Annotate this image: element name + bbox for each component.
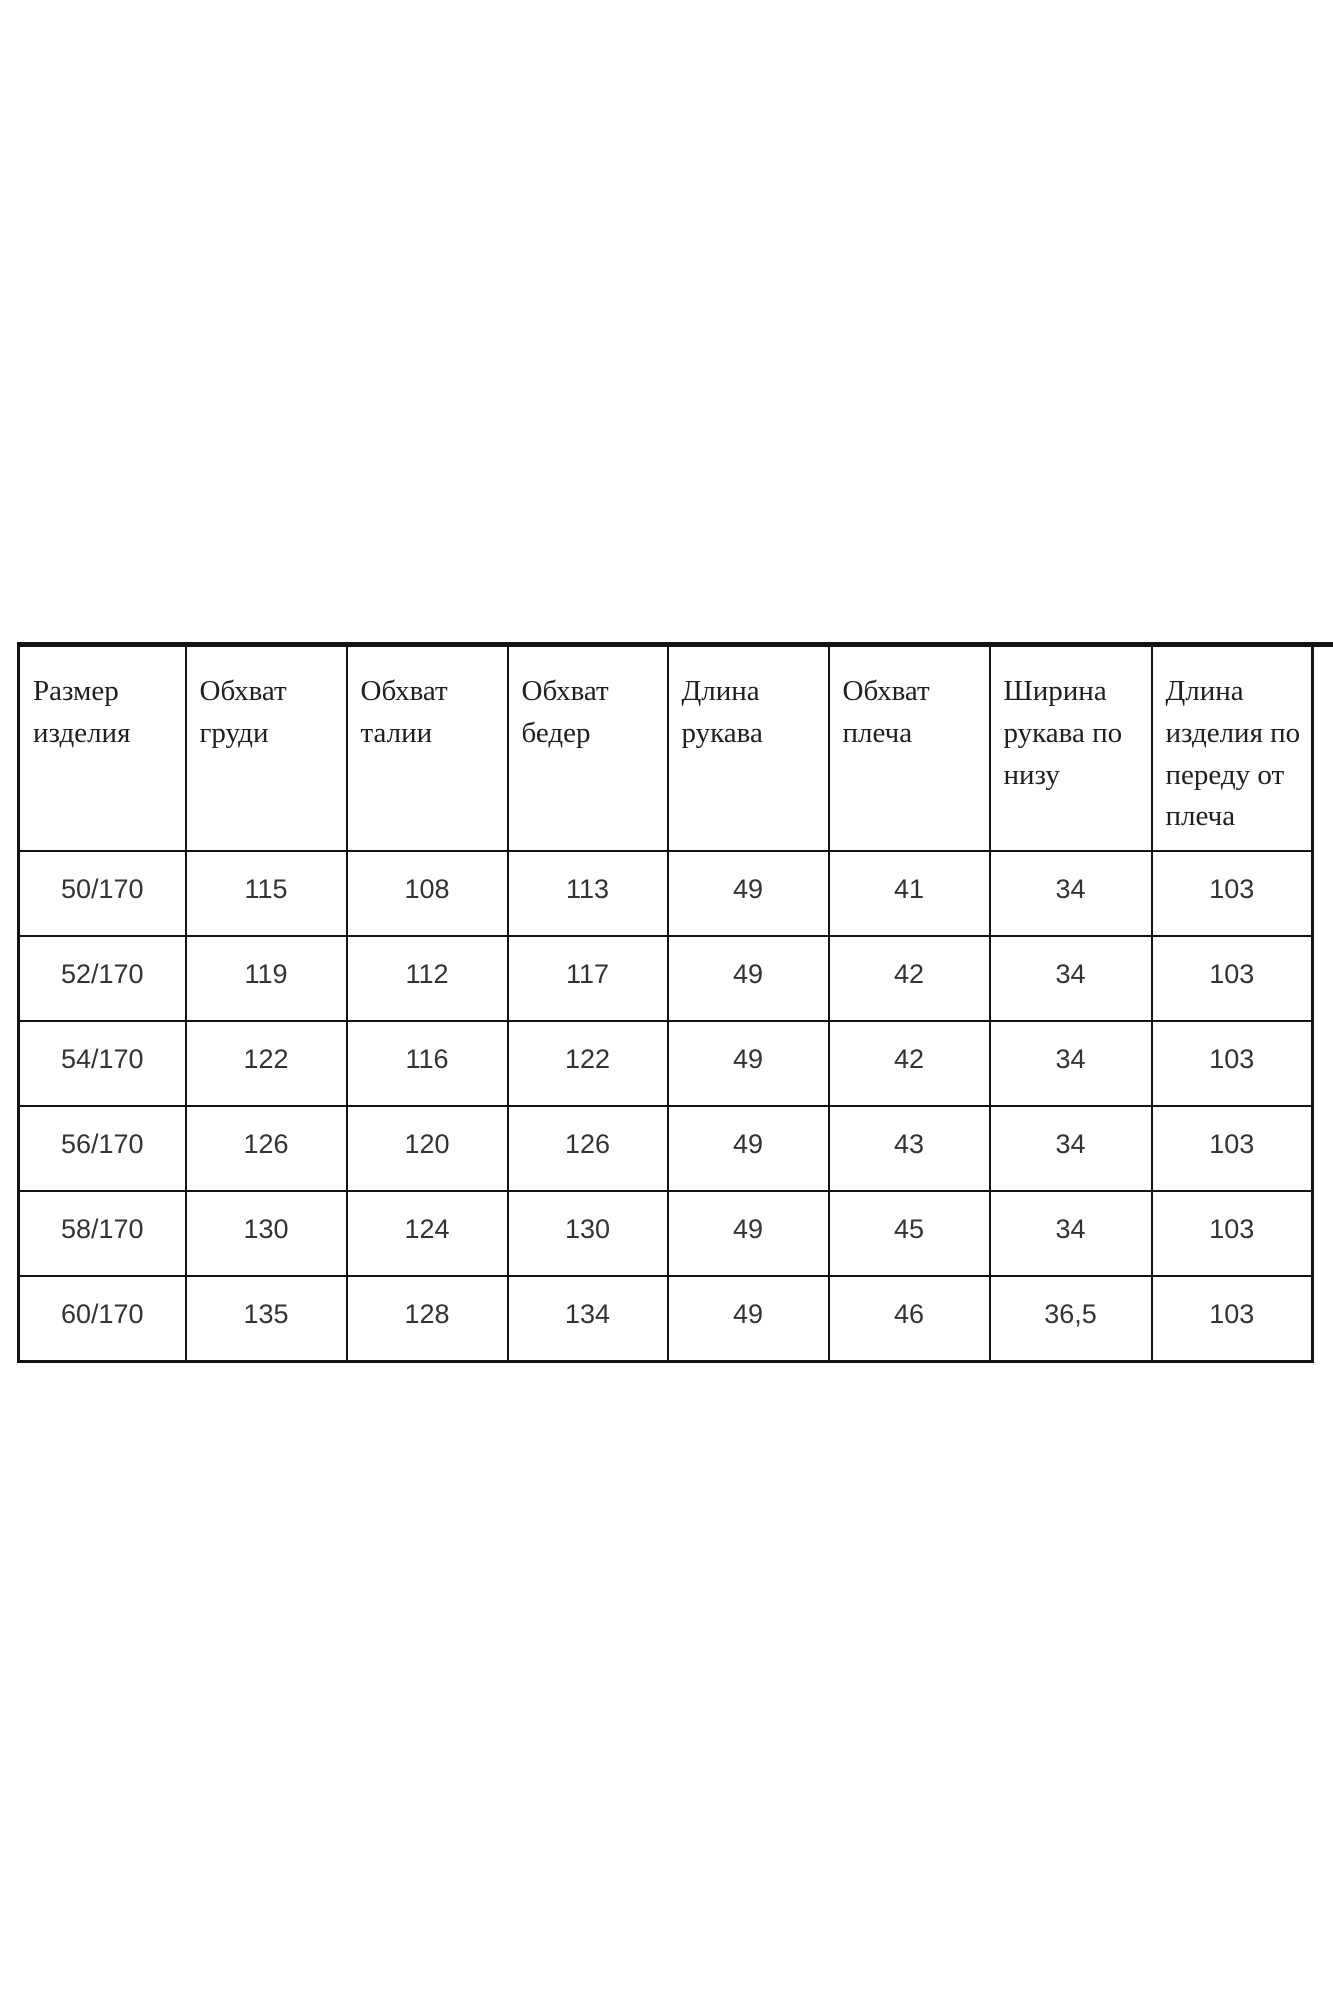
cell-shoulder: 46 [829,1276,990,1361]
cell-chest: 130 [186,1191,347,1276]
cell-sleeve-length: 49 [668,936,829,1021]
cell-sleeve-length: 49 [668,1106,829,1191]
column-header-shoulder-girth: Обхват плеча [829,645,990,852]
cell-waist: 116 [347,1021,508,1106]
cell-front-length: 103 [1152,1021,1313,1106]
cell-sleeve-width: 34 [990,1106,1152,1191]
cell-hip: 134 [508,1276,668,1361]
header-row [19,645,1313,852]
cell-front-length: 103 [1152,1276,1313,1361]
cell-front-length: 103 [1152,851,1313,936]
cell-front-length: 103 [1152,1191,1313,1276]
table-row [19,1276,1313,1361]
column-header-waist-girth: Обхват талии [347,645,508,852]
table-row [19,1106,1313,1191]
cell-size: 56/170 [19,1106,186,1191]
cell-front-length: 103 [1152,936,1313,1021]
table-row [19,851,1313,936]
cell-size: 60/170 [19,1276,186,1361]
column-header-chest-girth: Обхват груди [186,645,347,852]
cell-sleeve-width: 34 [990,1191,1152,1276]
cell-front-length: 103 [1152,1106,1313,1191]
cell-size: 50/170 [19,851,186,936]
cell-sleeve-width: 34 [990,936,1152,1021]
cell-shoulder: 42 [829,1021,990,1106]
column-header-sleeve-bottom-width: Ширина рукава по низу [990,645,1152,852]
cell-waist: 128 [347,1276,508,1361]
column-header-hip-girth: Обхват бедер [508,645,668,852]
cell-chest: 135 [186,1276,347,1361]
column-header-product-size: Размер изделия [19,645,186,852]
cell-chest: 115 [186,851,347,936]
cell-hip: 130 [508,1191,668,1276]
size-chart-table [17,642,1314,1363]
column-header-front-length-from-shoulder: Длина изделия по переду от плеча [1152,645,1313,852]
cell-hip: 113 [508,851,668,936]
cell-waist: 108 [347,851,508,936]
cell-shoulder: 42 [829,936,990,1021]
cell-shoulder: 41 [829,851,990,936]
cell-hip: 117 [508,936,668,1021]
cell-waist: 112 [347,936,508,1021]
table-top-border-extension [1312,642,1333,647]
cell-chest: 126 [186,1106,347,1191]
cell-sleeve-width: 36,5 [990,1276,1152,1361]
cell-size: 58/170 [19,1191,186,1276]
column-header-sleeve-length: Длина рукава [668,645,829,852]
table-row [19,1021,1313,1106]
cell-sleeve-length: 49 [668,1276,829,1361]
cell-sleeve-width: 34 [990,851,1152,936]
cell-hip: 126 [508,1106,668,1191]
cell-waist: 120 [347,1106,508,1191]
cell-chest: 122 [186,1021,347,1106]
cell-waist: 124 [347,1191,508,1276]
cell-size: 54/170 [19,1021,186,1106]
table-body [19,851,1313,1361]
cell-shoulder: 45 [829,1191,990,1276]
table-row [19,936,1313,1021]
cell-shoulder: 43 [829,1106,990,1191]
cell-sleeve-length: 49 [668,851,829,936]
cell-hip: 122 [508,1021,668,1106]
cell-sleeve-length: 49 [668,1191,829,1276]
cell-size: 52/170 [19,936,186,1021]
cell-sleeve-length: 49 [668,1021,829,1106]
table-header [19,645,1313,852]
table-row [19,1191,1313,1276]
cell-sleeve-width: 34 [990,1021,1152,1106]
cell-chest: 119 [186,936,347,1021]
